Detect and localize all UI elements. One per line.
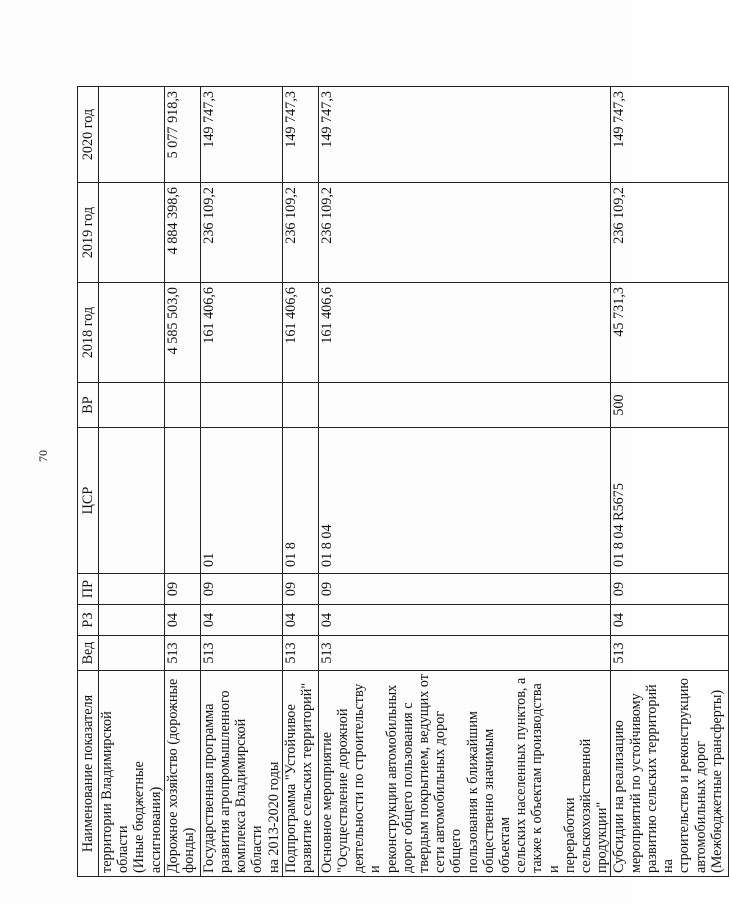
vr-code [318,383,611,428]
csr-code: 01 8 04 R5675 [611,428,729,574]
header-cell: 2020 год [78,87,99,183]
vr-code [282,383,318,428]
header-cell: ПР [78,574,99,605]
value-2018: 45 731,3 [611,283,729,383]
value-2018: 4 585 503,0 [164,283,200,383]
ved-code: 513 [611,636,729,671]
rz-code: 04 [200,605,282,636]
ved-code [99,636,165,671]
indicator-name: территории Владимирской области (Иные бюджетные ассигнования) [99,671,165,877]
value-2020: 149 747,3 [611,87,729,183]
rotated-table-container [77,87,725,877]
page-number: 70 [36,450,50,462]
header-cell: ЦСР [78,428,99,574]
indicator-name: Подпрограмма "Устойчивое развитие сельских территорий" [282,671,318,877]
table-row [99,87,165,877]
ved-code: 513 [318,636,611,671]
csr-code: 01 8 [282,428,318,574]
value-2019: 236 109,2 [611,183,729,283]
indicator-name: Субсидии на реализацию мероприятий по устойчивому развитию сельских территорий на строительство и реконструкцию автомобильных дорог (Межбюджетные трансферты) [611,671,729,877]
rz-code: 04 [318,605,611,636]
header-cell: ВР [78,383,99,428]
rz-code: 04 [164,605,200,636]
value-2019: 4 884 398,6 [164,183,200,283]
value-2020: 149 747,3 [318,87,611,183]
vr-code [200,383,282,428]
rz-code: 04 [282,605,318,636]
ved-code: 513 [164,636,200,671]
vr-code [99,383,165,428]
ved-code: 513 [282,636,318,671]
indicator-name: Дорожное хозяйство (дорожные фонды) [164,671,200,877]
indicator-name: Государственная программа развития агропромышленного комплекса Владимирской области на 2013-2020 годы [200,671,282,877]
pr-code: 09 [164,574,200,605]
value-2019 [99,183,165,283]
pr-code: 09 [282,574,318,605]
header-row [78,87,99,877]
table-row [200,87,282,877]
csr-code: 01 [200,428,282,574]
value-2020: 149 747,3 [282,87,318,183]
value-2019: 236 109,2 [200,183,282,283]
table-row [164,87,200,877]
table-row [318,87,611,877]
header-cell: Наименование показателя [78,671,99,877]
header-cell: Вед [78,636,99,671]
pr-code: 09 [318,574,611,605]
value-2018: 161 406,6 [318,283,611,383]
pr-code [99,574,165,605]
table-row [282,87,318,877]
rz-code: 04 [611,605,729,636]
value-2019: 236 109,2 [282,183,318,283]
ved-code: 513 [200,636,282,671]
rz-code [99,605,165,636]
csr-code [99,428,165,574]
pr-code: 09 [200,574,282,605]
value-2018: 161 406,6 [282,283,318,383]
value-2018: 161 406,6 [200,283,282,383]
vr-code [164,383,200,428]
value-2018 [99,283,165,383]
vr-code: 500 [611,383,729,428]
budget-table [77,86,729,877]
table-row [611,87,729,877]
pr-code: 09 [611,574,729,605]
value-2020 [99,87,165,183]
csr-code: 01 8 04 [318,428,611,574]
header-cell: РЗ [78,605,99,636]
value-2020: 149 747,3 [200,87,282,183]
value-2020: 5 077 918,3 [164,87,200,183]
header-cell: 2019 год [78,183,99,283]
csr-code [164,428,200,574]
header-cell: 2018 год [78,283,99,383]
indicator-name: Основное мероприятие "Осуществление дорожной деятельности по строительству и реконструкции автомобильных дорог общего пользования с твердым покрытием, ведущих от сети автомобильных дорог общего пользования к ближайшим общественно значимым объектам сельских населенных пунктов, а также к объектам производства и переработки сельскохозяйственной продукции" [318,671,611,877]
value-2019: 236 109,2 [318,183,611,283]
